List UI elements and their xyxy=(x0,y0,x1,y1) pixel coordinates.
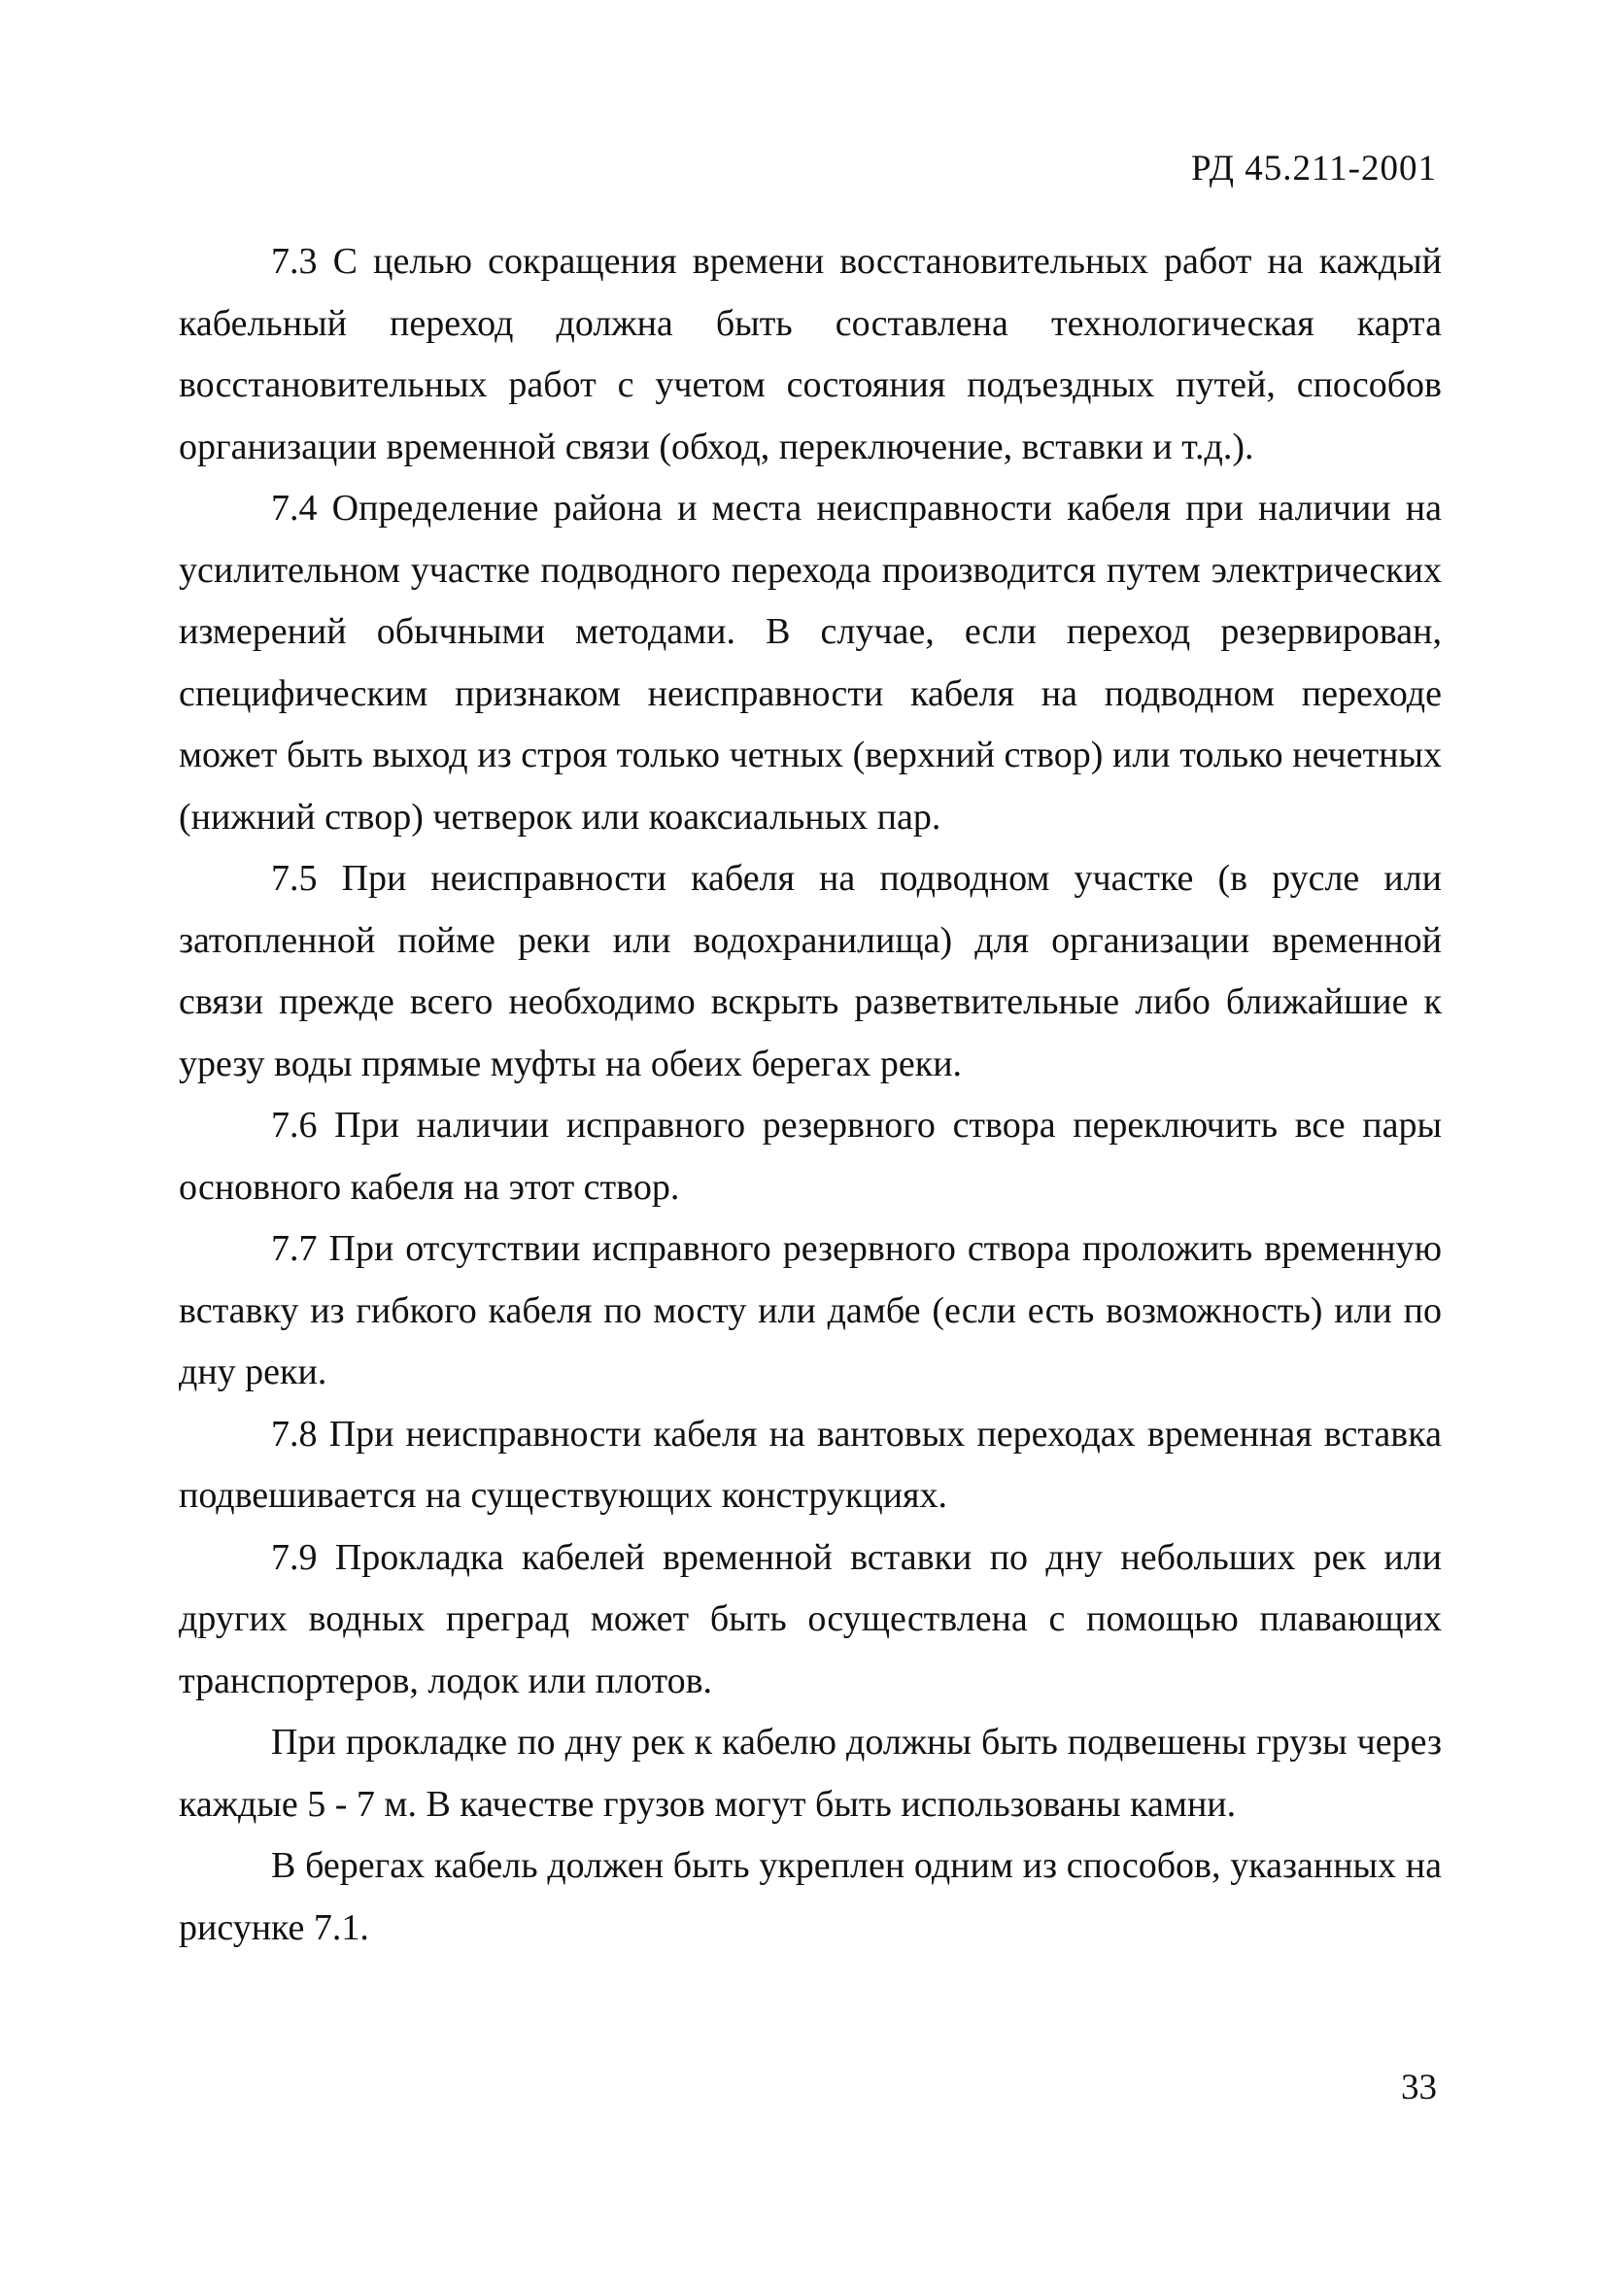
paragraph-7-9: 7.9 Прокладка кабелей временной вставки по дну небольших рек или других водных преград может быть осуществлена с помощью плавающих транспортеров, лодок или плотов. xyxy=(179,1536,1442,1701)
document-code: РД 45.211-2001 xyxy=(1191,149,1437,188)
paragraph-7-7: 7.7 При отсутствии исправного резервного створа проложить временную вставку из гибкого кабеля по мосту или дамбе (если есть возможность) или по дну реки. xyxy=(179,1228,1442,1392)
page-number: 33 xyxy=(1401,2068,1437,2108)
paragraph-7-3: 7.3 С целью сокращения времени восстановительных работ на каждый кабельный переход должна быть составлена технологическая карта восстановительных работ с учетом состояния подъездных путей, способов организации временной связи (обход, переключение, вставки и т.д.). xyxy=(179,241,1442,467)
paragraph-banks: В берегах кабель должен быть укреплен одним из способов, указанных на рисунке 7.1. xyxy=(179,1845,1442,1948)
paragraph-7-6: 7.6 При наличии исправного резервного створа переключить все пары основного кабеля на этот створ. xyxy=(179,1105,1442,1208)
paragraph-weights: При прокладке по дну рек к кабелю должны быть подвешены грузы через каждые 5 - 7 м. В качестве грузов могут быть использованы камни. xyxy=(179,1722,1442,1825)
paragraph-7-5: 7.5 При неисправности кабеля на подводном участке (в русле или затопленной пойме реки или водохранилища) для организации временной связи прежде всего необходимо вскрыть разветвительные либо ближайшие к урезу воды прямые муфты на обеих берегах реки. xyxy=(179,858,1442,1084)
paragraph-7-4: 7.4 Определение района и места неисправности кабеля при наличии на усилительном участке подводного перехода производится путем электрических измерений обычными методами. В случае, если переход резервирован, специфическим признаком неисправности кабеля на подводном переходе может быть выход из строя только четных (верхний створ) или только нечетных (нижний створ) четверок или коаксиальных пар. xyxy=(179,488,1442,838)
document-body xyxy=(179,231,1442,1959)
paragraph-7-8: 7.8 При неисправности кабеля на вантовых переходах временная вставка подвешивается на существующих конструкциях. xyxy=(179,1413,1442,1516)
